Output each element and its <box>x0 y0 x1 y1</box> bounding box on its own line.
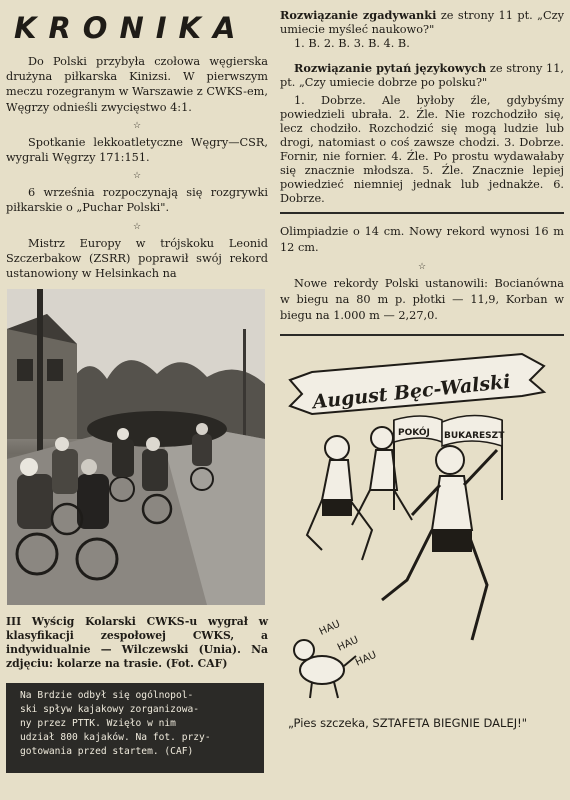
kayak-notice-line: Na Brdzie odbył się ogólnopol- <box>20 690 194 702</box>
separator-star-icon: ☆ <box>132 221 142 232</box>
cyclists-photo <box>7 289 265 605</box>
flag-text-bukareszt: BUKARESZT <box>444 431 505 441</box>
flag-text-pokoj: POKÓJ <box>398 428 430 438</box>
divider <box>280 334 564 336</box>
quiz-solution-source: ze strony 11 pt. „Czy umiecie myśleć naukowo?" <box>280 9 565 36</box>
kayak-notice-line: ny przez PTTK. Wzięło w nim <box>20 718 176 730</box>
dog-bark-text: HAU <box>335 634 361 654</box>
separator-star-icon: ☆ <box>132 120 142 131</box>
cartoon-caption: „Pies szczeka, SZTAFETA BIEGNIE DALEJ!" <box>288 716 527 730</box>
cartoon-illustration <box>282 350 550 710</box>
language-solution-intro <box>280 61 564 90</box>
separator-star-icon: ☆ <box>132 171 142 182</box>
news-olimpiada: Olimpiadzie o 14 cm. Nowy rekord wynosi 16 m 12 cm. <box>280 225 564 254</box>
language-solution-title: Rozwiązanie pytań językowych <box>294 61 487 75</box>
news-lekkoatletyka: Spotkanie lekkoatletyczne Węgry—CSR, wygrali Węgrzy 171:151. <box>6 135 268 165</box>
quiz-solution-title: Rozwiązanie zgadywanki <box>280 8 437 22</box>
kayak-notice-box <box>6 683 264 773</box>
divider <box>280 212 564 214</box>
right-column <box>280 8 564 731</box>
dog-bark-text: HAU <box>353 649 379 669</box>
page-title: KRONIKA <box>14 11 248 45</box>
photo-caption: III Wyścig Kolarski CWKS-u wygrał w klasyfikacji zespołowej CWKS, a indywidualnie — Wilczewski (Unia). Na zdjęciu: kolarze na trasie. (Fot. CAF) <box>6 615 268 671</box>
news-rekordy-polski: Nowe rekordy Polski ustanowili: Bocianówna w biegu na 80 m p. płotki — 11,9, Korban w biegu na 1.000 m — 2,27,0. <box>280 277 564 322</box>
kayak-notice-line: gotowania przed startem. (CAF) <box>20 746 194 758</box>
quiz-solution-intro <box>280 8 564 37</box>
news-puchar-polski: 6 września rozpoczynają się rozgrywki piłkarskie o „Puchar Polski". <box>6 186 268 215</box>
cartoon-drawing <box>282 350 550 710</box>
quiz-solution-answers: 1. B. 2. B. 3. B. 4. B. <box>294 37 410 50</box>
kayak-notice-line: ski spływ kajakowy zorganizowa- <box>20 704 200 716</box>
language-solution-answers: 1. Dobrze. Ale byłoby źle, gdybyśmy powiedzieli ubrała. 2. Źle. Nie rozchodziło się, lecz chodziło. Rozchodzić się mogą ludzie lub drogi, natomiast o coś zawsze chodzi. 3. Dobrze. Fornir, nie fornier. 4. Źle. Po prostu wydawałaby się znacznie młodsza. 5. Źle. Znacznie lepiej powiedzieć niemniej jednak lub jednakże. 6. Dobrze. <box>280 94 564 205</box>
separator-star-icon: ☆ <box>417 262 427 272</box>
language-solution-source: ze strony 11, pt. „Czy umiecie dobrze po polsku?" <box>280 62 564 89</box>
kayak-notice-line: udział 800 kajaków. Na fot. przy- <box>20 732 211 744</box>
dog-bark-text: HAU <box>317 618 343 638</box>
news-kinizsi: Do Polski przybyła czołowa węgierska drużyna piłkarska Kinizsi. W pierwszym meczu rozegranym w Warszawie z CWKS-em, Węgrzy odnieśli zwycięstwo 4:1. <box>6 55 268 114</box>
left-column <box>6 8 268 773</box>
banner-text: August Bęc-Walski <box>311 370 512 414</box>
news-szczerbakow: Mistrz Europy w trójskoku Leonid Szczerbakow (ZSRR) poprawił swój rekord ustanowiony w Helsinkach na <box>6 236 268 281</box>
cyclists-photo-drawing <box>7 289 265 605</box>
